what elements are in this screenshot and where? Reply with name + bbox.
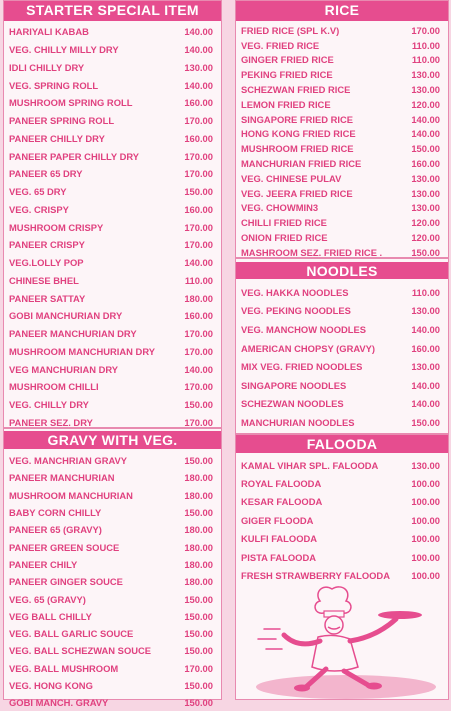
item-name: PANEER CHILLY DRY [9, 132, 105, 144]
item-price: 180.00 [184, 576, 213, 588]
item-name: VEG. BALL SCHEZWAN SOUCE [9, 645, 152, 657]
item-name: PANEER SATTAY [9, 292, 86, 304]
item-name: VEG. BALL MUSHROOM [9, 662, 119, 674]
item-name: MANCHURIAN FRIED RICE [241, 158, 362, 170]
menu-item [4, 343, 221, 361]
item-name: PANEER CHILY [9, 558, 78, 570]
menu-item [4, 236, 221, 254]
item-name: SINGAPORE NOODLES [241, 379, 347, 391]
menu-item [4, 452, 221, 469]
menu-item [236, 97, 448, 112]
menu-item [4, 677, 221, 694]
menu-item [236, 413, 448, 432]
menu-item [4, 289, 221, 307]
item-price: 130.00 [411, 187, 440, 199]
item-name: MUSHROOM MANCHURIAN [9, 489, 133, 501]
item-name: VEG MANCHURIAN DRY [9, 363, 119, 375]
item-price: 130.00 [411, 172, 440, 184]
menu-item [236, 23, 448, 38]
item-name: HONG KONG FRIED RICE [241, 128, 356, 140]
item-name: VEG. CHOWMIN3 [241, 202, 319, 214]
item-name: VEG. HAKKA NOODLES [241, 286, 349, 298]
item-price: 100.00 [411, 570, 440, 582]
item-price: 150.00 [184, 628, 213, 640]
item-price: 180.00 [184, 292, 213, 304]
item-name: VEG.LOLLY POP [9, 257, 84, 269]
item-price: 150.00 [411, 416, 440, 428]
menu-item [236, 67, 448, 82]
item-price: 100.00 [411, 478, 440, 490]
noodles-panel [235, 258, 449, 434]
item-name: GOBI MANCHURIAN DRY [9, 310, 123, 322]
item-price: 150.00 [184, 610, 213, 622]
item-price: 140.00 [184, 44, 213, 56]
menu-item [236, 302, 448, 321]
menu-item [4, 183, 221, 201]
menu-item [236, 320, 448, 339]
item-name: PANEER SPRING ROLL [9, 115, 115, 127]
item-price: 150.00 [184, 455, 213, 467]
chef-illustration-icon [236, 579, 448, 699]
item-price: 140.00 [184, 26, 213, 38]
item-price: 140.00 [184, 79, 213, 91]
menu-item [4, 378, 221, 396]
menu-item [4, 660, 221, 677]
menu-item [236, 493, 448, 511]
menu-item [4, 130, 221, 148]
item-name: FRIED RICE (SPL K.V) [241, 24, 340, 36]
item-price: 170.00 [184, 115, 213, 127]
item-price: 160.00 [184, 132, 213, 144]
item-name: SCHEZWAN NOODLES [241, 398, 344, 410]
menu-item [4, 590, 221, 607]
menu-item [236, 127, 448, 142]
item-name: GIGER FLOODA [241, 514, 314, 526]
menu-item [236, 53, 448, 68]
menu-item [4, 218, 221, 236]
menu-item [4, 59, 221, 77]
item-price: 130.00 [411, 202, 440, 214]
item-name: VEG. 65 DRY [9, 186, 67, 198]
item-name: AMERICAN CHOPSY (GRAVY) [241, 342, 376, 354]
item-price: 110.00 [411, 286, 440, 298]
menu-item [4, 556, 221, 573]
item-price: 140.00 [411, 128, 440, 140]
item-name: PANEER MANCHURIAN [9, 472, 115, 484]
item-price: 130.00 [411, 361, 440, 373]
menu-item [4, 504, 221, 521]
item-price: 140.00 [184, 363, 213, 375]
item-name: MUSHROOM FRIED RICE [241, 143, 354, 155]
noodles-list [236, 283, 448, 432]
item-price: 110.00 [411, 54, 440, 66]
item-name: KAMAL VIHAR SPL. FALOODA [241, 459, 379, 471]
item-name: PANEER PAPER CHILLY DRY [9, 150, 140, 162]
item-price: 150.00 [184, 680, 213, 691]
menu-item [4, 396, 221, 414]
item-name: VEG. JEERA FRIED RICE [241, 187, 353, 199]
item-price: 180.00 [184, 472, 213, 484]
menu-item [236, 215, 448, 230]
item-price: 140.00 [184, 257, 213, 269]
item-price: 100.00 [411, 496, 440, 508]
menu-item [236, 530, 448, 548]
item-name: VEG. CHILLY MILLY DRY [9, 44, 119, 56]
menu-item [236, 357, 448, 376]
item-name: MUSHROOM CHILLI [9, 381, 99, 393]
menu-item [4, 642, 221, 659]
item-name: LEMON FRIED RICE [241, 98, 331, 110]
item-name: PANEER SEZ. DRY [9, 416, 93, 428]
item-price: 170.00 [184, 221, 213, 233]
item-price: 170.00 [184, 662, 213, 674]
menu-item [236, 376, 448, 395]
falooda-header: FALOODA [236, 435, 448, 453]
item-price: 170.00 [184, 345, 213, 357]
item-price: 160.00 [184, 310, 213, 322]
menu-item [4, 521, 221, 538]
menu-item [236, 112, 448, 127]
menu-item [4, 608, 221, 625]
menu-item [236, 395, 448, 414]
menu-item [236, 156, 448, 171]
gravy-panel [3, 428, 222, 709]
item-name: PANEER CRISPY [9, 239, 85, 251]
item-name: VEG. BALL GARLIC SOUCE [9, 628, 134, 640]
item-price: 150.00 [184, 645, 213, 657]
item-price: 170.00 [184, 328, 213, 340]
menu-item [236, 186, 448, 201]
menu-item [4, 538, 221, 555]
item-name: PANEER MANCHURIAN DRY [9, 328, 137, 340]
item-name: GOBI MANCH. GRAVY [9, 697, 109, 709]
item-price: 120.00 [411, 98, 440, 110]
item-price: 110.00 [411, 39, 440, 51]
menu-item [236, 141, 448, 156]
item-name: SCHEZWAN FRIED RICE [241, 84, 351, 96]
item-name: KESAR FALOODA [241, 496, 323, 508]
item-name: ROYAL FALOODA [241, 478, 322, 490]
menu-item [4, 112, 221, 130]
menu-item [236, 548, 448, 566]
item-price: 150.00 [184, 507, 213, 519]
menu-item [4, 487, 221, 504]
menu-item [4, 694, 221, 711]
menu-item [4, 625, 221, 642]
menu-item [236, 339, 448, 358]
gravy-list [4, 452, 221, 711]
item-name: GINGER FRIED RICE [241, 54, 334, 66]
starter-header: STARTER SPECIAL ITEM [4, 1, 221, 21]
menu-item [4, 165, 221, 183]
item-price: 140.00 [411, 398, 440, 410]
item-name: HARIYALI KABAB [9, 26, 89, 38]
item-price: 180.00 [184, 558, 213, 570]
gravy-header: GRAVY WITH VEG. [4, 431, 221, 449]
menu-item [236, 474, 448, 492]
item-name: IDLI CHILLY DRY [9, 61, 85, 73]
item-name: PANEER 65 DRY [9, 168, 83, 180]
item-price: 150.00 [411, 143, 440, 155]
menu-item [236, 230, 448, 245]
menu-item [236, 38, 448, 53]
menu-item [236, 171, 448, 186]
item-name: VEG BALL CHILLY [9, 610, 92, 622]
item-price: 100.00 [411, 551, 440, 563]
item-price: 160.00 [411, 342, 440, 354]
menu-item [4, 76, 221, 94]
item-price: 140.00 [411, 379, 440, 391]
item-price: 180.00 [184, 489, 213, 501]
menu-item [4, 272, 221, 290]
menu-item [4, 94, 221, 112]
item-price: 100.00 [411, 514, 440, 526]
menu-item [236, 511, 448, 529]
menu-item [236, 201, 448, 216]
rice-header: RICE [236, 1, 448, 21]
item-price: 110.00 [184, 274, 213, 286]
item-name: VEG. HONG KONG [9, 680, 93, 691]
item-name: CHINESE BHEL [9, 274, 79, 286]
item-price: 100.00 [411, 533, 440, 545]
menu-item [4, 147, 221, 165]
item-name: MUSHROOM SPRING ROLL [9, 97, 133, 109]
menu-item [236, 82, 448, 97]
item-price: 160.00 [184, 203, 213, 215]
item-price: 140.00 [411, 113, 440, 125]
item-price: 130.00 [411, 305, 440, 317]
item-price: 150.00 [184, 593, 213, 605]
menu-item [236, 283, 448, 302]
item-price: 130.00 [411, 69, 440, 81]
item-name: VEG. SPRING ROLL [9, 79, 99, 91]
rice-panel [235, 0, 449, 258]
item-name: KULFI FALOODA [241, 533, 318, 545]
item-name: VEG. MANCHRIAN GRAVY [9, 455, 128, 467]
menu-item [4, 469, 221, 486]
item-name: VEG. CRISPY [9, 203, 69, 215]
item-price: 180.00 [184, 524, 213, 536]
item-name: VEG. 65 (GRAVY) [9, 593, 86, 605]
item-price: 170.00 [184, 381, 213, 393]
item-name: MANCHURIAN NOODLES [241, 416, 355, 428]
item-price: 150.00 [411, 246, 440, 258]
falooda-list [236, 456, 448, 585]
item-name: PANEER 65 (GRAVY) [9, 524, 102, 536]
menu-item [4, 307, 221, 325]
item-name: PEKING FRIED RICE [241, 69, 333, 81]
menu-item [4, 254, 221, 272]
item-name: VEG. CHILLY DRY [9, 399, 89, 411]
item-price: 170.00 [411, 24, 440, 36]
item-price: 150.00 [184, 186, 213, 198]
item-price: 180.00 [184, 541, 213, 553]
item-price: 130.00 [411, 84, 440, 96]
item-price: 150.00 [184, 697, 213, 709]
menu-item [4, 41, 221, 59]
item-name: VEG. CHINESE PULAV [241, 172, 342, 184]
item-price: 140.00 [411, 323, 440, 335]
item-price: 160.00 [184, 97, 213, 109]
item-price: 170.00 [184, 168, 213, 180]
item-name: PANEER GINGER SOUCE [9, 576, 123, 588]
item-price: 170.00 [184, 239, 213, 251]
item-name: MASHROOM SEZ. FRIED RICE . [241, 246, 383, 258]
item-price: 130.00 [411, 459, 440, 471]
item-price: 120.00 [411, 232, 440, 244]
item-name: MIX VEG. FRIED NOODLES [241, 361, 363, 373]
starter-panel [3, 0, 222, 428]
item-name: PANEER GREEN SOUCE [9, 541, 120, 553]
item-name: CHILLI FRIED RICE [241, 217, 327, 229]
item-name: VEG. FRIED RICE [241, 39, 320, 51]
item-name: FRESH STRAWBERRY FALOODA [241, 570, 390, 582]
item-name: SINGAPORE FRIED RICE [241, 113, 353, 125]
item-name: PISTA FALOODA [241, 551, 316, 563]
menu-item [4, 201, 221, 219]
item-name: MUSHROOM MANCHURIAN DRY [9, 345, 155, 357]
item-price: 160.00 [411, 158, 440, 170]
item-price: 170.00 [184, 150, 213, 162]
item-price: 120.00 [411, 217, 440, 229]
noodles-header: NOODLES [236, 262, 448, 279]
menu-item [4, 23, 221, 41]
item-price: 150.00 [184, 399, 213, 411]
falooda-panel [235, 434, 449, 700]
menu-item [4, 573, 221, 590]
menu-item [4, 325, 221, 343]
item-price: 130.00 [184, 61, 213, 73]
rice-list [236, 23, 448, 260]
item-name: BABY CORN CHILLY [9, 507, 102, 519]
item-price: 170.00 [184, 416, 213, 428]
item-name: ONION FRIED RICE [241, 232, 328, 244]
menu-item [4, 360, 221, 378]
menu-item [236, 456, 448, 474]
starter-list [4, 23, 221, 431]
item-name: VEG. PEKING NOODLES [241, 305, 351, 317]
item-name: VEG. MANCHOW NOODLES [241, 323, 367, 335]
item-name: MUSHROOM CRISPY [9, 221, 104, 233]
